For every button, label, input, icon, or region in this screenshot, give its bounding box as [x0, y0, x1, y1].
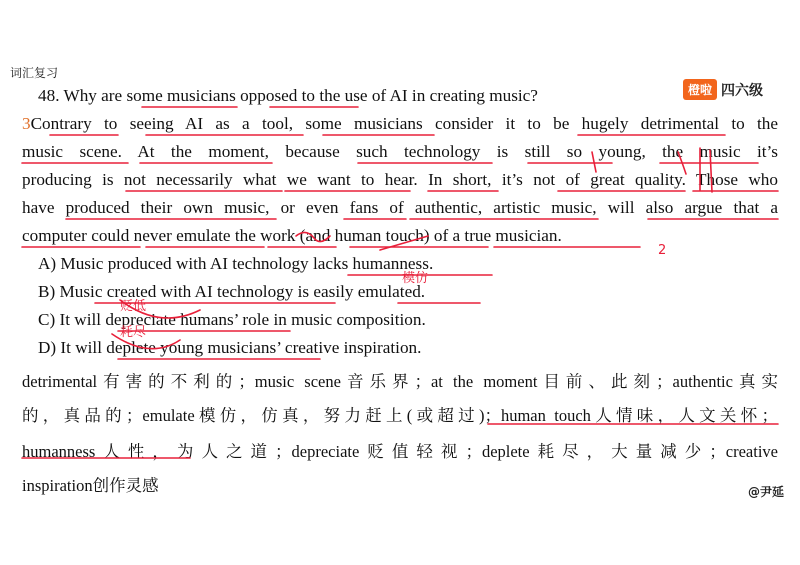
option-d: D) It will deplete young musicians’ creative inspiration. [38, 338, 422, 357]
glossary-line-3: humanness人性，为人之道；depreciate贬值轻视；deplete耗尽，大量减少；creative [22, 442, 778, 461]
exam-level: 四六级 [721, 82, 764, 99]
passage-line-4: have produced their own music, or even fans of authentic, artistic music, will also argue that a [22, 198, 778, 217]
paragraph-number: 3 [22, 114, 31, 133]
note-depreciate: 贬低 [120, 299, 147, 314]
mark-two: 2 [658, 243, 667, 258]
option-c: C) It will depreciate humans’ role in music composition. [38, 310, 426, 329]
option-a: A) Music produced with AI technology lacks humanness. [38, 254, 434, 273]
passage-line-3: producing is not necessarily what we want to hear. In short, it’s not of great quality. Those who [22, 170, 778, 189]
section-label: 词汇复习 [10, 66, 59, 80]
glossary-line-1: detrimental有害的不利的；music scene音乐界；at the moment目前、此刻；authentic真实 [22, 372, 778, 391]
passage-line-2: music scene. At the moment, because such technology is still so young, the music it’s [22, 142, 778, 161]
glossary-line-4: inspiration创作灵感 [22, 476, 159, 495]
passage-line-1: 3Contrary to seeing AI as a tool, some musicians consider it to be hugely detrimental to the [22, 114, 778, 133]
glossary-line-2: 的，真品的；emulate模仿，仿真，努力赶上(或超过)；human touch人情味，人文关怀； [22, 406, 778, 425]
brand-logo: 橙啦 [683, 79, 717, 100]
brand-badge [683, 79, 763, 100]
question-text: 48. Why are some musicians opposed to the use of AI in creating music? [38, 86, 538, 105]
option-b: B) Music created with AI technology is easily emulated. [38, 282, 426, 301]
author-handle: @尹延 [747, 485, 784, 499]
note-emulate: 模仿 [402, 271, 429, 286]
passage-line-5: computer could never emulate the work (and human touch) of a true musician. [22, 226, 562, 245]
note-deplete: 耗尽 [120, 325, 147, 340]
